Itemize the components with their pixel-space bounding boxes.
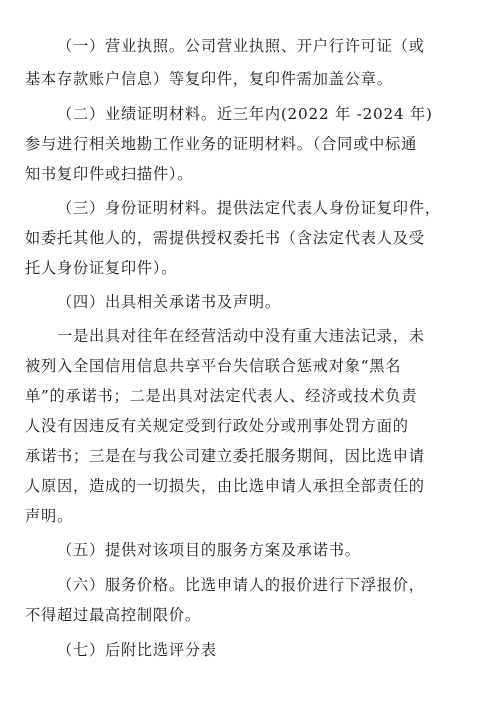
text-line: 一是出具对往年在经营活动中没有重大违法记录，未 xyxy=(57,327,425,345)
text-line: 如委托其他人的，需提供授权委托书（含法定代表人及受 xyxy=(25,229,425,247)
text-line: （三）身份证明材料。提供法定代表人身份证复印件， xyxy=(57,199,441,217)
text-line: 基本存款账户信息）等复印件，复印件需加盖公章。 xyxy=(25,70,393,88)
text-line: 不得超过最高控制限价。 xyxy=(25,606,201,624)
text-line: 被列入全国信用信息共享平台失信联合惩戒对象“黑名 xyxy=(25,357,402,375)
text-line: 人原因，造成的一切损失，由比选申请人承担全部责任的 xyxy=(25,477,425,495)
text-line: （六）服务价格。比选申请人的报价进行下浮报价， xyxy=(57,576,425,594)
text-line: （七）后附比选评分表 xyxy=(57,641,217,659)
text-line: 人没有因违反有关规定受到行政处分或刑事处罚方面的 xyxy=(25,417,409,435)
text-line: 单”的承诺书；二是出具对法定代表人、经济或技术负责 xyxy=(25,387,418,405)
text-line: （五）提供对该项目的服务方案及承诺书。 xyxy=(57,541,361,559)
text-line: 声明。 xyxy=(25,507,73,525)
text-line: （一）营业执照。公司营业执照、开户行许可证（或 xyxy=(57,37,425,55)
text-line: 承诺书；三是在与我公司建立委托服务期间，因比选申请 xyxy=(25,447,425,465)
text-line: （四）出具相关承诺书及声明。 xyxy=(57,293,281,311)
text-line: 托人身份证复印件）。 xyxy=(25,259,178,277)
text-line: 参与进行相关地勘工作业务的证明材料。（合同或中标通 xyxy=(25,135,418,153)
text-line: 知书复印件或扫描件）。 xyxy=(25,165,194,183)
text-line: （二）业绩证明材料。近三年内(2022 年 -2024 年) xyxy=(57,105,433,123)
